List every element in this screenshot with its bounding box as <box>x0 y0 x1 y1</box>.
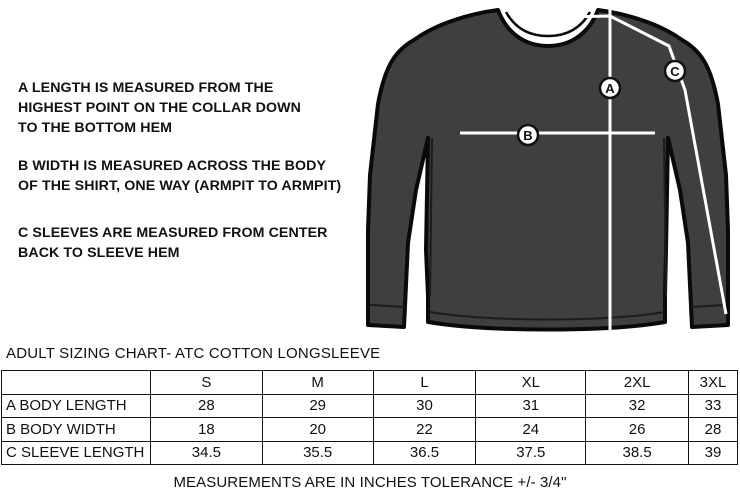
instruction-line: BACK TO SLEEVE HEM <box>18 245 180 261</box>
chart-title: ADULT SIZING CHART- ATC COTTON LONGSLEEVE <box>6 345 381 362</box>
instruction-b <box>18 156 341 196</box>
table-cell: 28 <box>689 418 738 442</box>
table-row-sleeve-length <box>2 441 738 465</box>
marker-b <box>518 125 538 145</box>
table-cell: 38.5 <box>586 441 689 465</box>
header-cell-s: S <box>150 371 262 395</box>
table-cell: 39 <box>689 441 738 465</box>
table-cell: 29 <box>262 394 373 418</box>
table-cell: 28 <box>150 394 262 418</box>
instruction-line: B WIDTH IS MEASURED ACROSS THE BODY <box>18 158 327 174</box>
table-cell: 18 <box>150 418 262 442</box>
header-cell-2xl: 2XL <box>586 371 689 395</box>
instruction-a <box>18 78 301 138</box>
marker-a <box>600 78 620 98</box>
instruction-line: OF THE SHIRT, ONE WAY (ARMPIT TO ARMPIT) <box>18 178 342 194</box>
header-cell-3xl: 3XL <box>689 371 738 395</box>
shirt-diagram <box>348 0 740 345</box>
instruction-line: C SLEEVES ARE MEASURED FROM CENTER <box>18 225 328 241</box>
table-cell: 20 <box>262 418 373 442</box>
table-cell: 34.5 <box>150 441 262 465</box>
instruction-line: TO THE BOTTOM HEM <box>18 120 173 136</box>
marker-c-label: C <box>670 64 680 79</box>
table-cell: 32 <box>586 394 689 418</box>
marker-b-label: B <box>523 128 533 143</box>
table-cell: 33 <box>689 394 738 418</box>
table-row-body-length <box>2 394 738 418</box>
table-cell: 31 <box>476 394 586 418</box>
header-cell <box>2 371 151 395</box>
size-chart-table <box>1 370 738 465</box>
measurement-footnote: MEASUREMENTS ARE IN INCHES TOLERANCE +/- 3/4" <box>173 474 567 491</box>
table-cell: 22 <box>373 418 476 442</box>
row-label: B BODY WIDTH <box>2 418 151 442</box>
marker-a-label: A <box>605 81 615 96</box>
table-cell: 26 <box>586 418 689 442</box>
header-cell-m: M <box>262 371 373 395</box>
header-cell-xl: XL <box>476 371 586 395</box>
instruction-line: A LENGTH IS MEASURED FROM THE <box>18 80 274 96</box>
marker-c <box>665 61 685 81</box>
table-cell: 36.5 <box>373 441 476 465</box>
table-row-body-width <box>2 418 738 442</box>
table-cell: 24 <box>476 418 586 442</box>
row-label: A BODY LENGTH <box>2 394 151 418</box>
header-cell-l: L <box>373 371 476 395</box>
table-cell: 35.5 <box>262 441 373 465</box>
row-label: C SLEEVE LENGTH <box>2 441 151 465</box>
instruction-line: HIGHEST POINT ON THE COLLAR DOWN <box>18 100 302 116</box>
table-cell: 30 <box>373 394 476 418</box>
table-header-row <box>2 371 738 395</box>
instruction-c <box>18 223 328 263</box>
table-cell: 37.5 <box>476 441 586 465</box>
